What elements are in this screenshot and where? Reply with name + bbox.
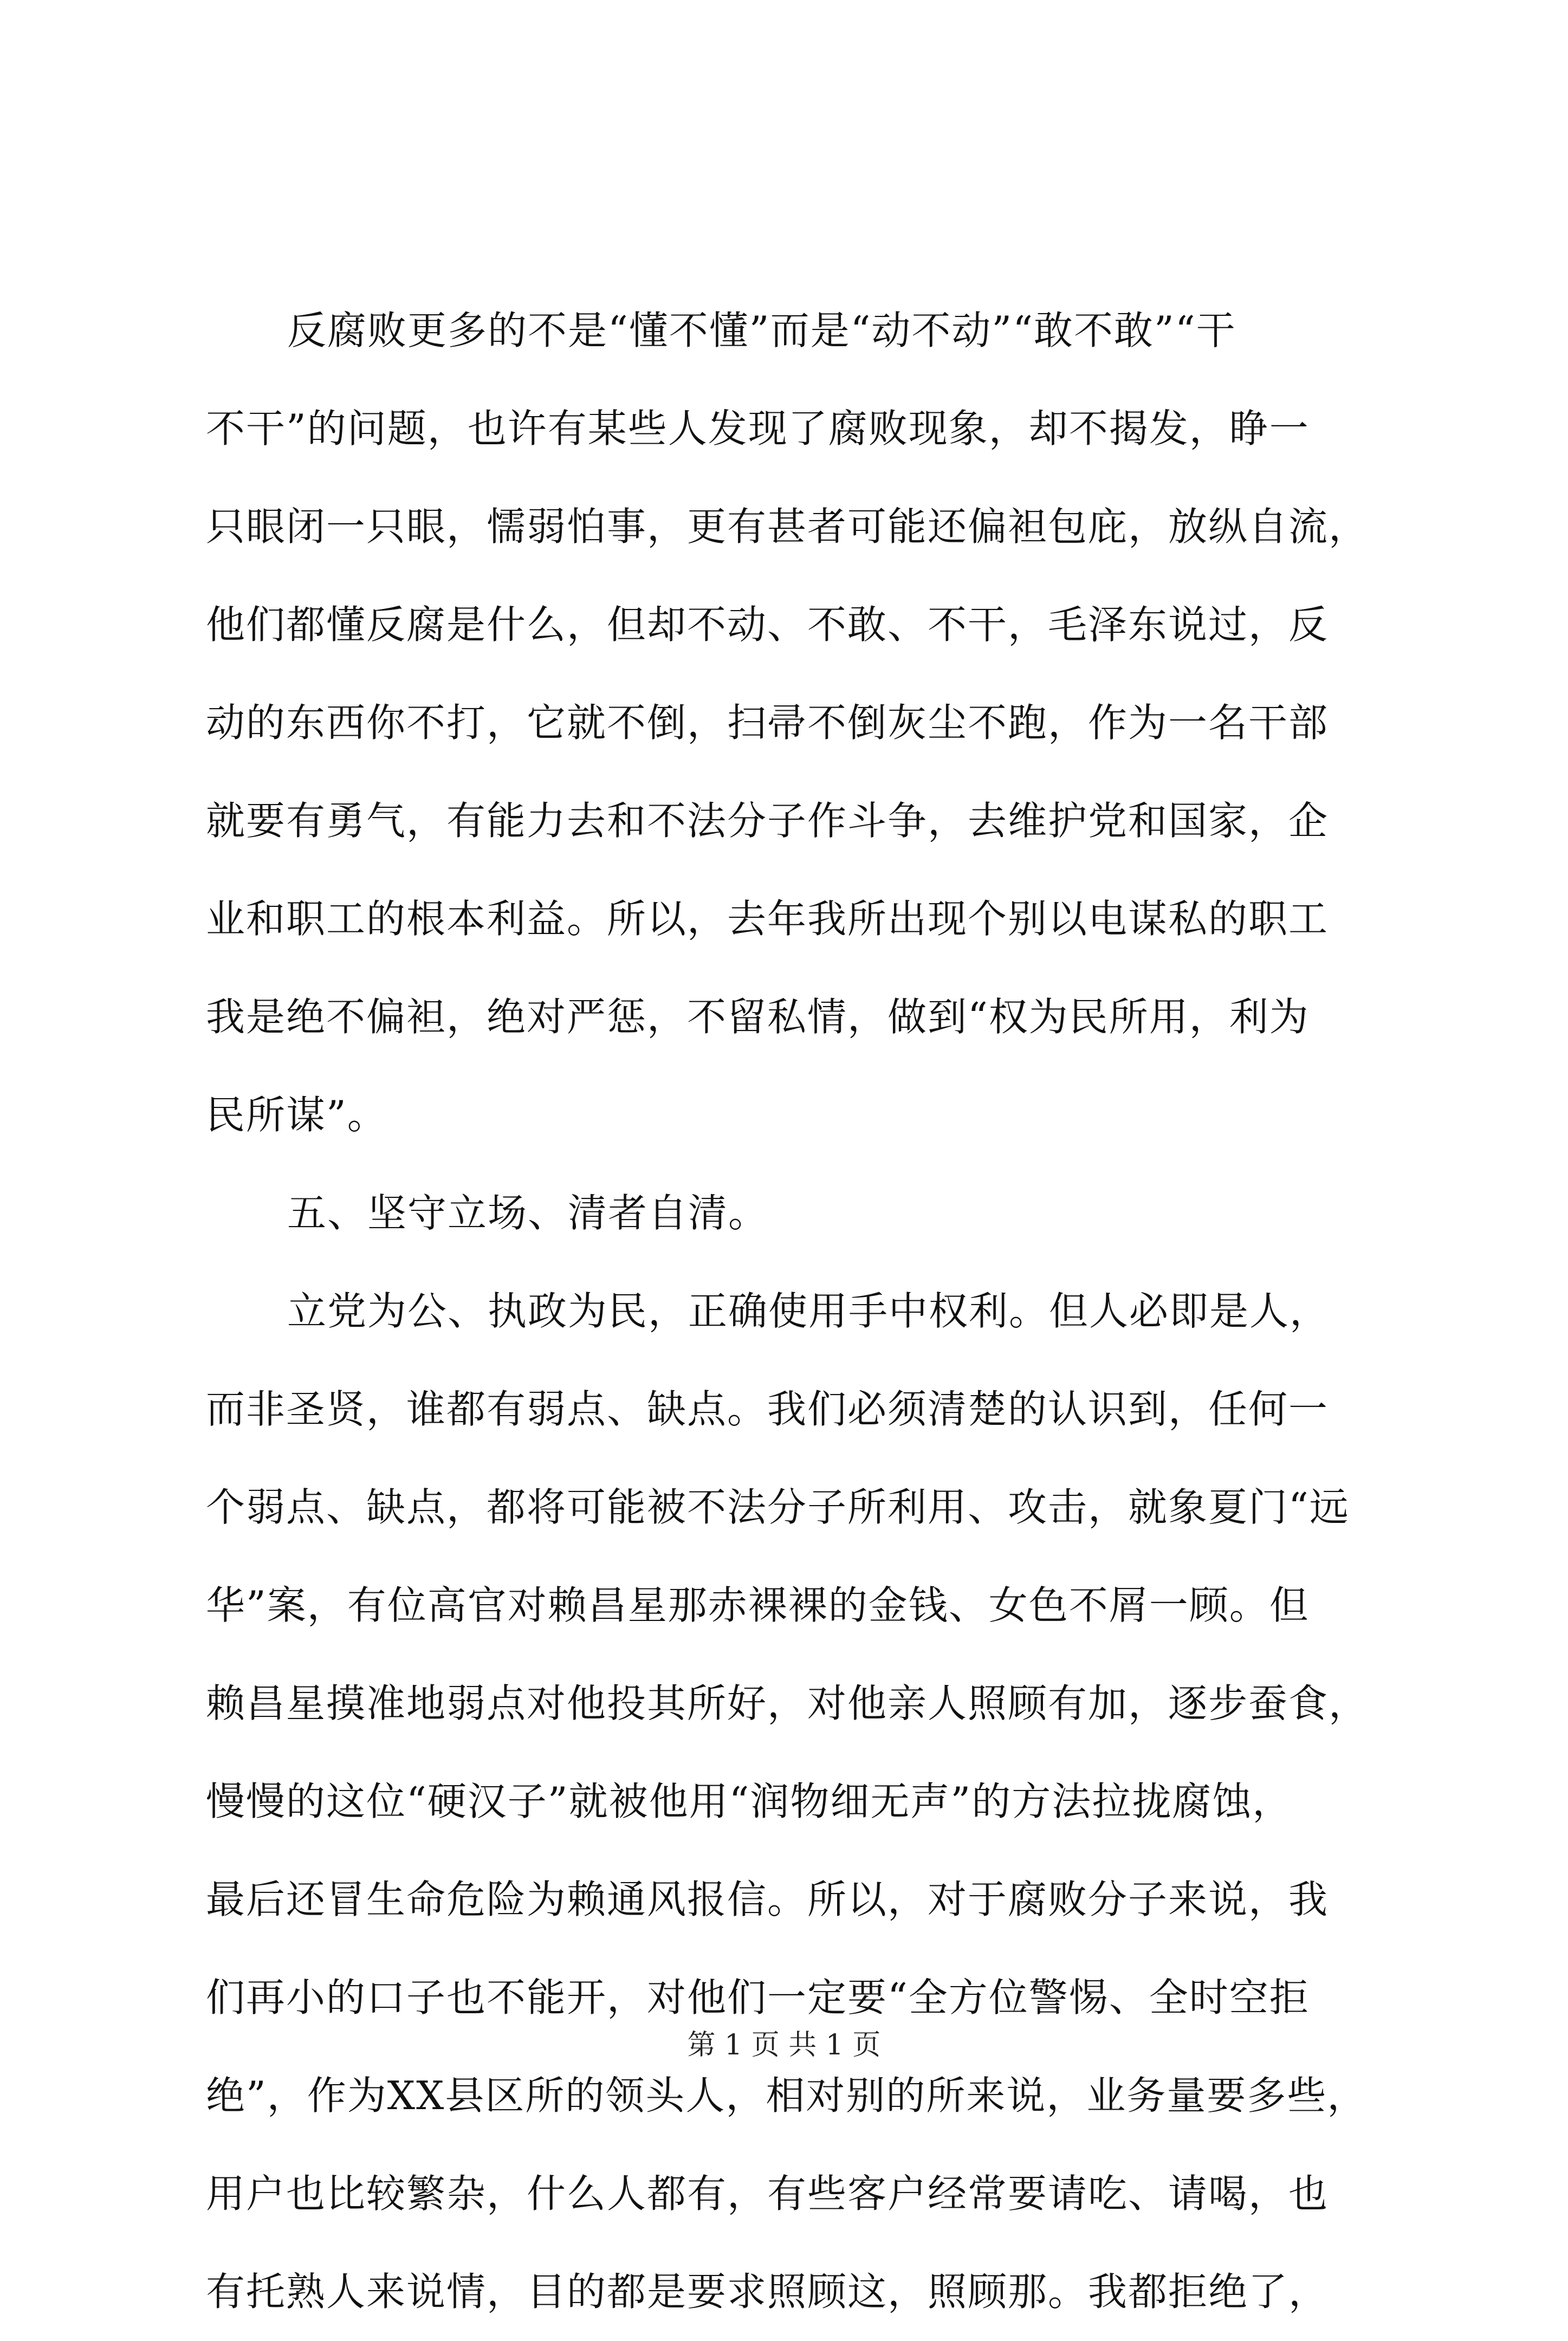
text-line: 华”案，有位高官对赖昌星那赤裸裸的金钱、女色不屑一顾。但 — [206, 1583, 1310, 1628]
text-line: 我是绝不偏袒，绝对严惩，不留私情，做到“权为民所用，利为 — [206, 994, 1310, 1040]
text-line: 五、坚守立场、清者自清。 — [287, 1190, 769, 1236]
text-line: 赖昌星摸准地弱点对他投其所好，对他亲人照顾有加，逐步蚕食， — [206, 1681, 1369, 1726]
text-line: 动的东西你不打，它就不倒，扫帚不倒灰尘不跑，作为一名干部 — [206, 700, 1329, 745]
text-line: 有托熟人来说情，目的都是要求照顾这，照顾那。我都拒绝了， — [206, 2269, 1329, 2314]
text-line: 绝”，作为XX县区所的领头人，相对别的所来说，业务量要多些， — [206, 2073, 1368, 2118]
text-line: 就要有勇气，有能力去和不法分子作斗争，去维护党和国家，企 — [206, 798, 1329, 844]
text-line: 最后还冒生命危险为赖通风报信。所以，对于腐败分子来说，我 — [206, 1877, 1329, 1922]
text-line: 用户也比较繁杂，什么人都有，有些客户经常要请吃、请喝，也 — [206, 2171, 1329, 2216]
text-line: 立党为公、执政为民，正确使用手中权利。但人必即是人， — [287, 1288, 1330, 1334]
page-footer: 第 1 页 共 1 页 — [687, 2029, 881, 2061]
text-line: 不干”的问题，也许有某些人发现了腐败现象，却不揭发，睁一 — [206, 406, 1310, 451]
text-line: 他们都懂反腐是什么，但却不动、不敢、不干，毛泽东说过，反 — [206, 602, 1329, 647]
text-line: 只眼闭一只眼，懦弱怕事，更有甚者可能还偏袒包庇，放纵自流， — [206, 504, 1369, 549]
text-line: 反腐败更多的不是“懂不懂”而是“动不动”“敢不敢”“干 — [287, 308, 1236, 353]
text-line: 们再小的口子也不能开，对他们一定要“全方位警惕、全时空拒 — [206, 1975, 1310, 2020]
text-line: 而非圣贤，谁都有弱点、缺点。我们必须清楚的认识到，任何一 — [206, 1386, 1329, 1432]
text-line: 个弱点、缺点，都将可能被不法分子所利用、攻击，就象夏门“远 — [206, 1484, 1350, 1530]
text-line: 慢慢的这位“硬汉子”就被他用“润物细无声”的方法拉拢腐蚀， — [206, 1779, 1293, 1824]
text-line: 业和职工的根本利益。所以，去年我所出现个别以电谋私的职工 — [206, 896, 1329, 942]
text-line: 民所谋”。 — [206, 1092, 387, 1138]
